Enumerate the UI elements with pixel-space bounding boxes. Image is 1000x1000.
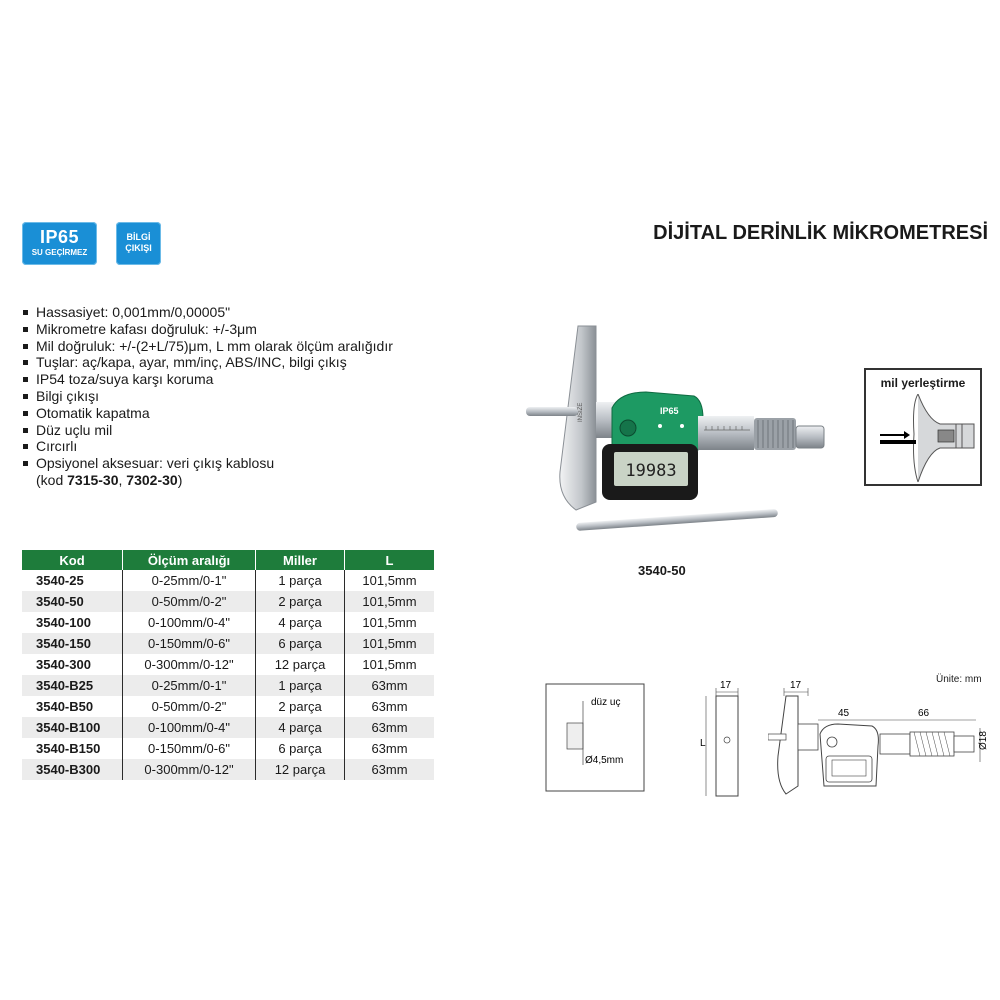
table-row: [22, 675, 434, 696]
table-row: [22, 633, 434, 654]
cell-range: 0-50mm/0-2": [123, 591, 256, 612]
cell-length: 63mm: [345, 675, 435, 696]
table-row: [22, 591, 434, 612]
feature-item: Otomatik kapatma: [22, 405, 492, 422]
cell-rods: 6 parça: [256, 633, 345, 654]
dim-45: 45: [838, 708, 850, 719]
bullet-icon: [23, 444, 28, 449]
cell-rods: 12 parça: [256, 654, 345, 675]
cell-length: 101,5mm: [345, 633, 435, 654]
bullet-icon: [23, 428, 28, 433]
table-row: [22, 759, 434, 780]
spec-table-body: [22, 570, 434, 780]
cell-rods: 1 parça: [256, 570, 345, 591]
feature-item: Mikrometre kafası doğruluk: +/-3μm: [22, 321, 492, 338]
cell-code: 3540-B50: [22, 696, 123, 717]
diameter-label: Ø4,5mm: [585, 755, 624, 766]
feature-item: IP54 toza/suya karşı koruma: [22, 371, 492, 388]
extension-rod: [576, 509, 778, 531]
product-image: [520, 322, 830, 542]
device-label: IP65: [660, 406, 679, 416]
col-header-range: Ölçüm aralığı: [123, 550, 256, 570]
cell-range: 0-150mm/0-6": [123, 738, 256, 759]
thimble: [754, 418, 796, 450]
flat-tip-label: düz uç: [591, 697, 621, 708]
bullet-icon: [23, 411, 28, 416]
cell-code: 3540-150: [22, 633, 123, 654]
table-row: [22, 738, 434, 759]
cell-code: 3540-100: [22, 612, 123, 633]
rod-icon: [880, 440, 916, 444]
table-row: [22, 696, 434, 717]
dim-17-front: 17: [790, 680, 802, 691]
cell-range: 0-50mm/0-2": [123, 696, 256, 717]
cell-rods: 2 parça: [256, 696, 345, 717]
table-row: [22, 654, 434, 675]
feature-item: Bilgi çıkışı: [22, 388, 492, 405]
data-output-badge: [116, 222, 161, 265]
ip65-badge-title: IP65: [39, 227, 80, 247]
button-icon: [658, 424, 662, 428]
dim-66: 66: [918, 708, 930, 719]
feature-item: Düz uçlu mil: [22, 422, 492, 439]
cell-length: 101,5mm: [345, 591, 435, 612]
cell-range: 0-100mm/0-4": [123, 717, 256, 738]
ratchet: [796, 426, 824, 448]
cell-range: 0-25mm/0-1": [123, 675, 256, 696]
lcd-reading: 19983: [625, 461, 677, 481]
units-label: Ünite: mm: [936, 674, 982, 685]
table-header-row: [22, 550, 434, 570]
feature-item: Tuşlar: aç/kapa, ayar, mm/inç, ABS/INC, bilgi çıkış: [22, 354, 492, 371]
cell-code: 3540-300: [22, 654, 123, 675]
cell-length: 101,5mm: [345, 612, 435, 633]
feature-item-continued: (kod 7315-30, 7302-30): [36, 471, 183, 488]
feature-item: Mil doğruluk: +/-(2+L/75)μm, L mm olarak ölçüm aralığıdır: [22, 338, 492, 355]
rod-insertion-diagram: [864, 368, 982, 486]
accessory-code: 7315-30: [67, 471, 119, 488]
depth-rod: [526, 407, 578, 416]
table-row: [22, 612, 434, 633]
engraving: INSIZE: [578, 402, 584, 422]
cell-code: 3540-50: [22, 591, 123, 612]
col-header-rods: Miller: [256, 550, 345, 570]
bullet-icon: [23, 344, 28, 349]
col-header-length: L: [345, 550, 435, 570]
cell-length: 101,5mm: [345, 654, 435, 675]
bullet-icon: [23, 360, 28, 365]
table-row: [22, 570, 434, 591]
rod-insertion-figure: [866, 394, 980, 484]
cell-code: 3540-B25: [22, 675, 123, 696]
col-header-code: Kod: [22, 550, 123, 570]
rod-insertion-title: mil yerleştirme: [880, 376, 966, 390]
dim-L: L: [700, 738, 706, 749]
cell-length: 63mm: [345, 759, 435, 780]
table-row: [22, 717, 434, 738]
ip65-badge-subtitle: SU GEÇİRMEZ: [31, 248, 88, 257]
cell-rods: 4 parça: [256, 612, 345, 633]
cell-rods: 2 parça: [256, 591, 345, 612]
cell-length: 63mm: [345, 696, 435, 717]
cell-rods: 4 parça: [256, 717, 345, 738]
cell-range: 0-300mm/0-12": [123, 759, 256, 780]
page-title: DİJİTAL DERİNLİK MİKROMETRESİ: [653, 222, 988, 244]
dim-diameter-18: Ø18: [978, 731, 989, 750]
front-view-drawing: [768, 676, 990, 800]
spec-table: [22, 550, 434, 780]
arrow-head-icon: [904, 431, 910, 439]
cell-range: 0-300mm/0-12": [123, 654, 256, 675]
data-output-badge-line2: ÇIKIŞI: [125, 243, 152, 253]
feature-item: Cırcırlı: [22, 438, 492, 455]
feature-item: Opsiyonel aksesuar: veri çıkış kablosu: [22, 455, 492, 472]
clamp-knob: [620, 420, 636, 436]
cell-length: 101,5mm: [345, 570, 435, 591]
cell-range: 0-100mm/0-4": [123, 612, 256, 633]
model-label: 3540-50: [638, 563, 686, 578]
cell-range: 0-150mm/0-6": [123, 633, 256, 654]
data-output-badge-line1: BİLGİ: [126, 232, 151, 242]
flat-tip-drawing: [545, 683, 645, 793]
feature-item: Hassasiyet: 0,001mm/0,00005": [22, 304, 492, 321]
cell-code: 3540-B300: [22, 759, 123, 780]
accessory-code: 7302-30: [126, 471, 178, 488]
bullet-icon: [23, 310, 28, 315]
ip65-badge: [22, 222, 97, 265]
bullet-icon: [23, 377, 28, 382]
button-icon: [680, 424, 684, 428]
cell-range: 0-25mm/0-1": [123, 570, 256, 591]
bullet-icon: [23, 394, 28, 399]
bullet-icon: [23, 461, 28, 466]
bullet-icon: [23, 327, 28, 332]
barrel: [698, 416, 754, 450]
dim-17-side: 17: [720, 680, 732, 691]
cell-length: 63mm: [345, 717, 435, 738]
cell-code: 3540-B100: [22, 717, 123, 738]
cell-rods: 12 parça: [256, 759, 345, 780]
cell-code: 3540-25: [22, 570, 123, 591]
cell-rods: 1 parça: [256, 675, 345, 696]
feature-list: [22, 304, 492, 489]
cell-rods: 6 parça: [256, 738, 345, 759]
cell-code: 3540-B150: [22, 738, 123, 759]
cell-length: 63mm: [345, 738, 435, 759]
